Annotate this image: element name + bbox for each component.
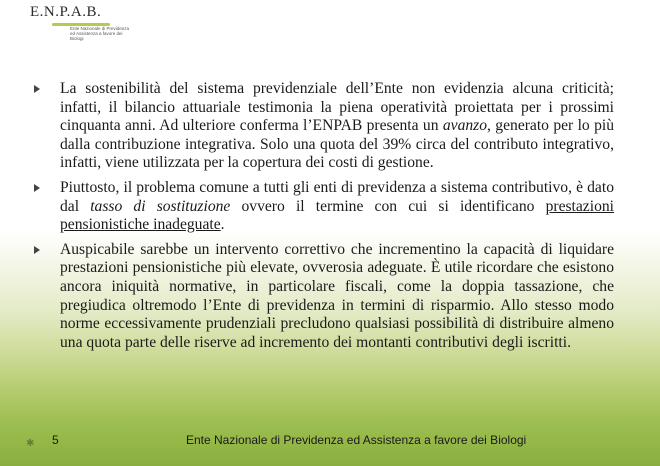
bullet-text: ovvero il termine con cui si identificano [230,197,546,215]
bullet-arrow-icon [34,184,40,192]
logo-text: E.N.P.A.B. [30,4,102,20]
enpab-logo [30,4,140,41]
page-number: 5 [52,433,59,447]
slide-content [34,80,614,358]
bullet-text: , generato per lo più dalla contribuzione integrativa. Solo una quota del 39% circa del contributo integrativo, infatti, viene utilizzata per la copertura dei costi di gestione. [60,117,615,172]
slide-footer [0,428,660,450]
decorative-star-icon: ✱ [26,438,35,449]
bullet-underlined-term: prestazioni pensionistiche inadeguate [60,197,614,234]
bullet-replacement-rate [34,179,614,235]
logo-subtitle: Ente Nazionale di Previdenza ed Assistenza a favore dei Biologi [70,26,130,41]
bullet-sustainability [34,80,614,173]
bullet-arrow-icon [34,85,40,93]
bullet-arrow-icon [34,246,40,254]
bullet-italic-term: tasso di sostituzione [90,197,231,215]
bullet-text: La sostenibilità del sistema previdenziale dell’Ente non evidenzia alcuna criticità; infatti, il bilancio attuariale testimonia la piena operatività proiettata per i prossimi cinquanta anni. Ad ulteriore conferma l’ENPAB presenta un [60,80,614,135]
bullet-text: Auspicabile sarebbe un intervento correttivo che incrementino la capacità di liquidare prestazioni pensionistiche più elevate, ovverosia adeguate. È utile ricordare che esistono ancora iniquità normative, in particolare fiscali, come la doppia tassazione, che pregiudica oltremodo l’Ente di previdenza in termini di risparmio. Allo stesso modo norme eccessivamente prudenziali precludono qualsiasi possibilità di distribuire almeno una quota parte delle riserve ad incremento dei montanti contributivi degli iscritti. [60,240,614,351]
bullet-italic-term: avanzo [442,117,488,135]
bullet-text: . [220,216,225,234]
footer-text: Ente Nazionale di Previdenza ed Assistenza a favore dei Biologi [186,433,527,447]
bullet-corrective-intervention [34,241,614,353]
bullet-text: Piuttosto, il problema comune a tutti gli enti di previdenza a sistema contributivo, è dato dal [60,178,614,215]
